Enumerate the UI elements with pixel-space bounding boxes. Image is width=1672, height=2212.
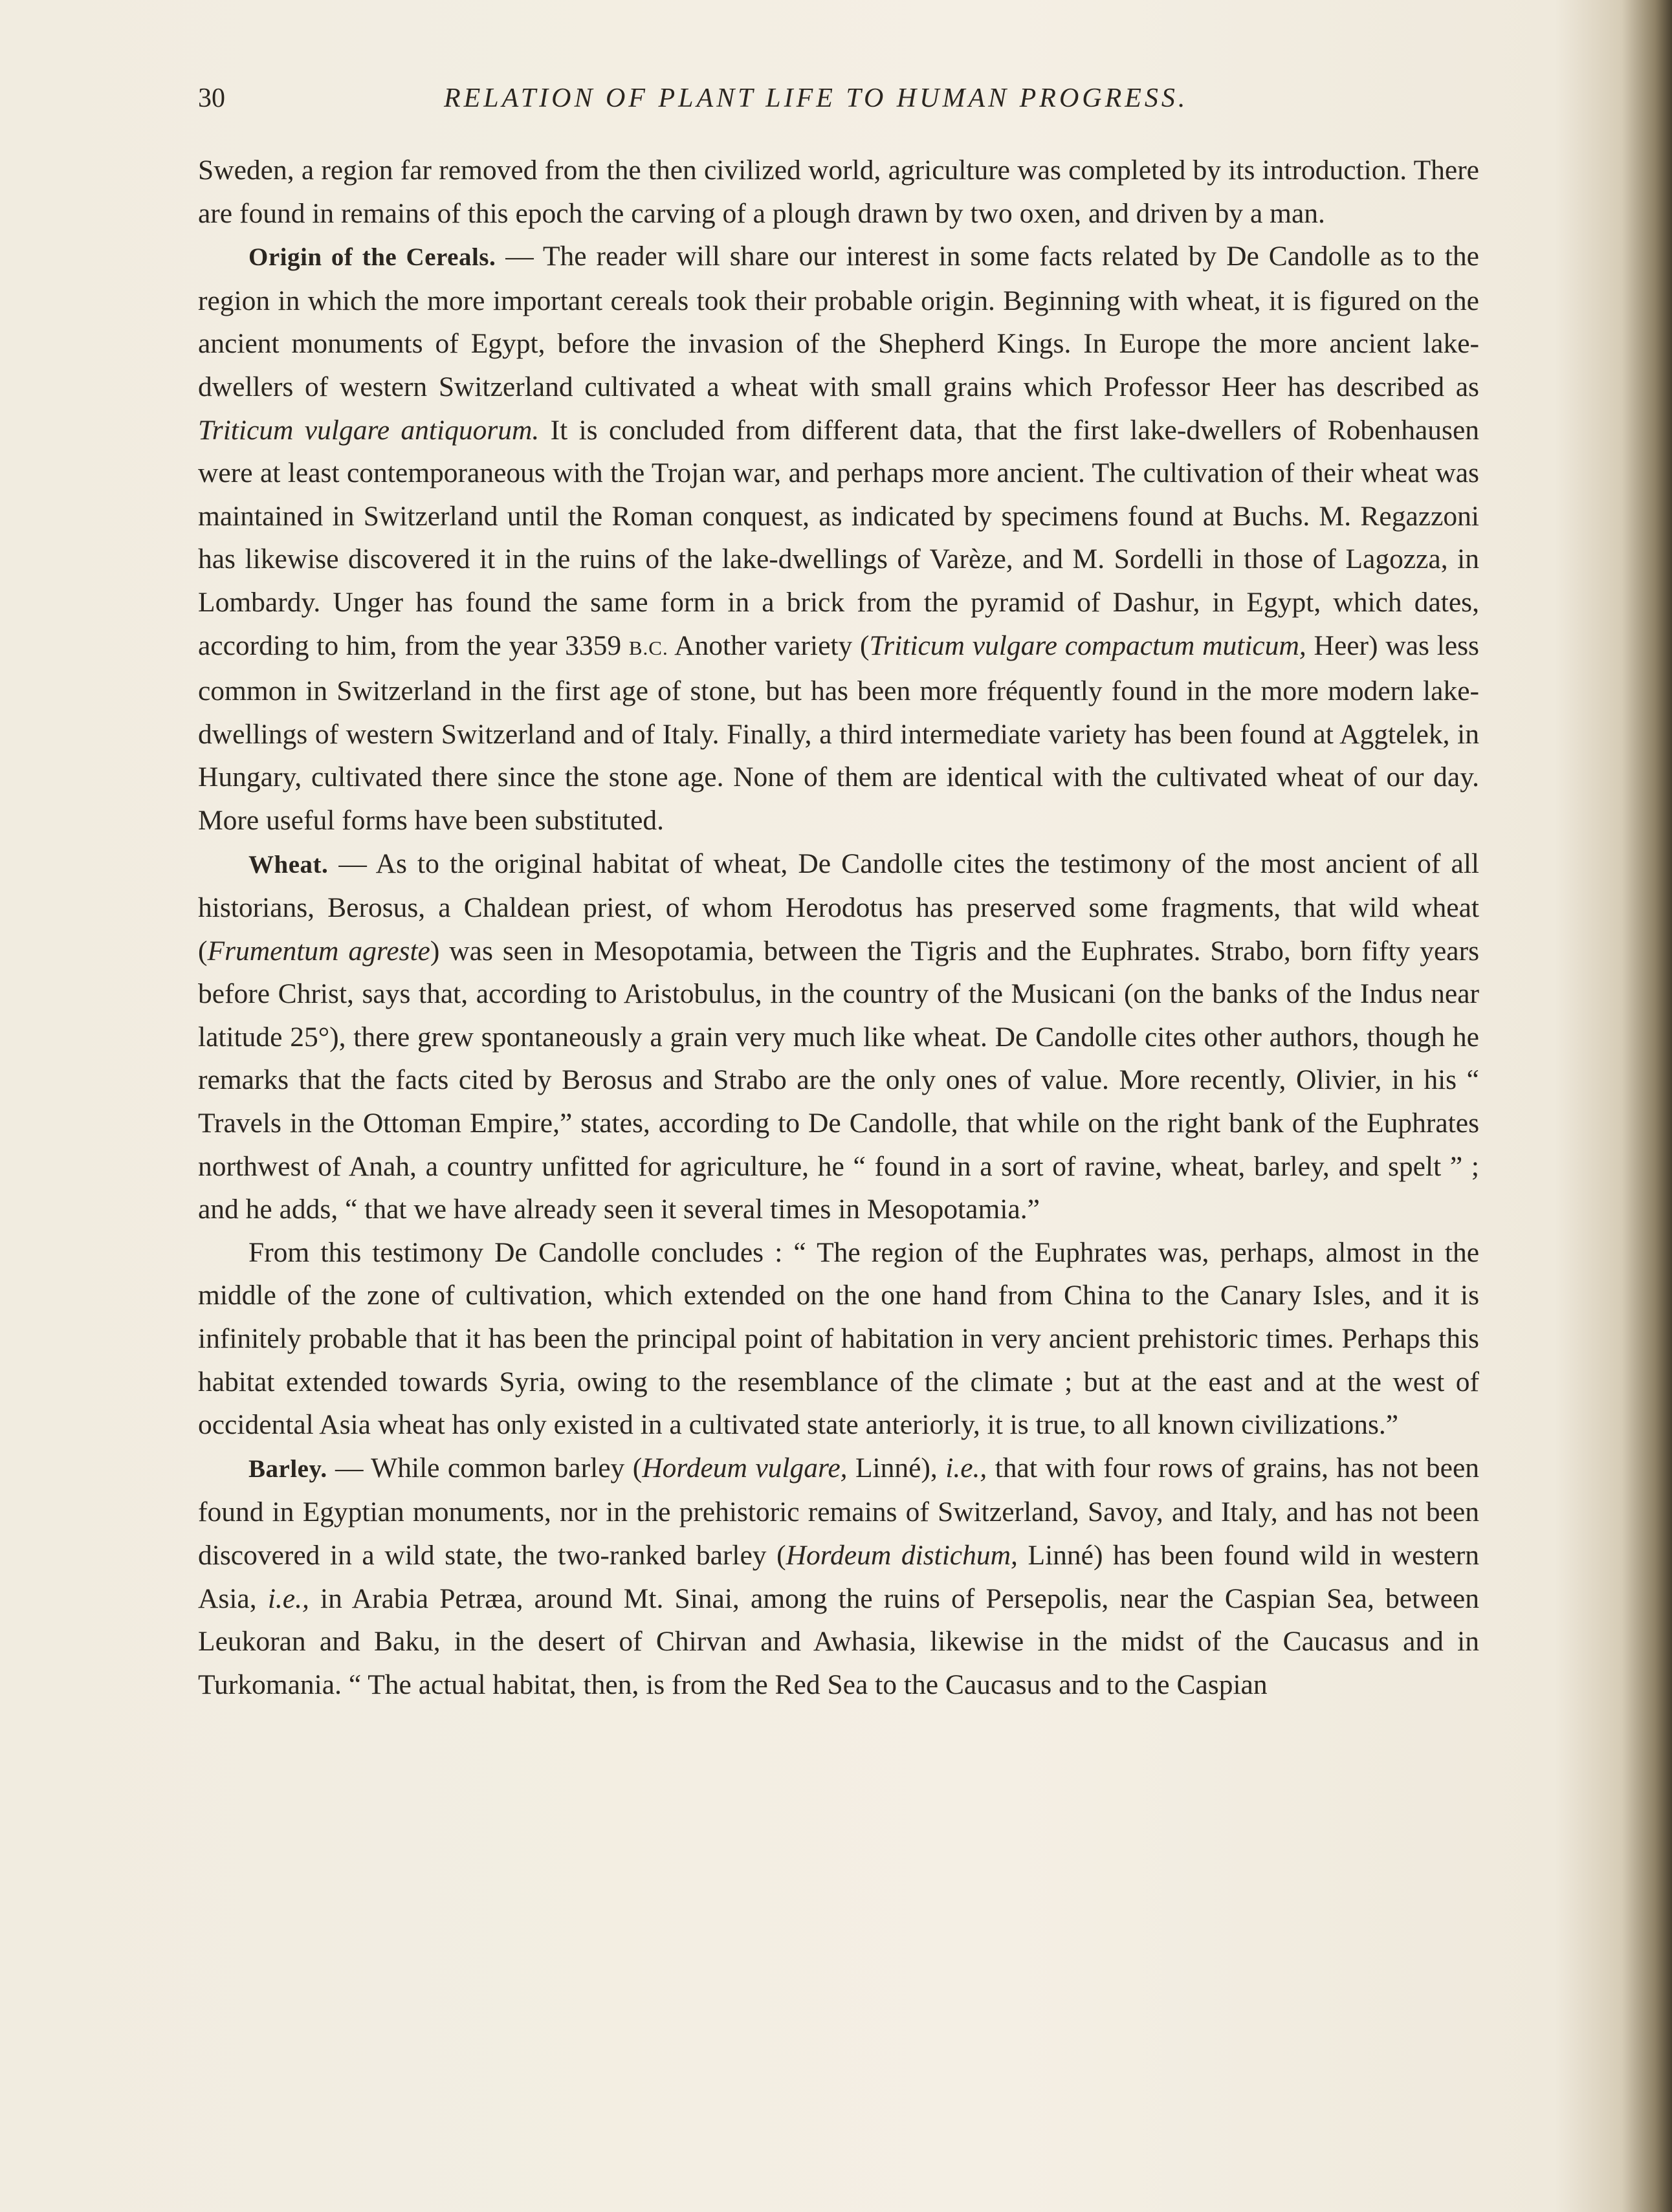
paragraph-text: — While common barley ( xyxy=(327,1452,643,1484)
paragraph-text: — The reader will share our interest in some facts related by De Candolle as to the region in which the more important cereals took their probable origin. Beginning with wheat, it is figured on the ancient monuments of Egypt, before the invasion of the Shepherd Kings. In Europe the more ancient lake-dwellers of western Switzerland cultivated a wheat with small grains which Professor Heer has described as xyxy=(198,241,1479,402)
era-abbreviation: B.C. xyxy=(628,636,668,659)
paragraph-candolle-conclusion xyxy=(198,1231,1479,1447)
paragraph-text: that with four rows of grains, has not been found in Egyptian monuments, nor in the prehistoric remains of Switzerland, Savoy, and Italy, and has not been discovered in a wild state, the two-ranked barley ( xyxy=(198,1452,1479,1571)
paragraph-text: From this testimony De Candolle concludes : “ The region of the Euphrates was, perhaps, almost in the middle of the zone of cultivation, which extended on the one hand from China to the Canary Isles, and it is infinitely probable that it has been the principal point of habitation in very ancient prehistoric times. Perhaps this habitat extended towards Syria, owing to the resemblance of the climate ; but at the east and at the west of occidental Asia wheat has only existed in a cultivated state anteriorly, it is true, to all known civilizations.” xyxy=(198,1236,1479,1441)
body-text xyxy=(198,149,1479,1706)
paragraph-text: — As to the original habitat of wheat, De Candolle cites the testimony of the most ancient of all historians, Berosus, a Chaldean priest, of whom Herodotus has preserved some fragments, that wild wheat ( xyxy=(198,848,1479,967)
paragraph-wheat xyxy=(198,842,1479,1231)
italic-abbreviation: i.e., xyxy=(945,1452,987,1484)
paragraph-text: Another variety ( xyxy=(668,630,870,661)
section-heading-wheat: Wheat. xyxy=(248,850,329,879)
section-heading-barley: Barley. xyxy=(248,1454,327,1483)
italic-species-name: Hordeum distichum, xyxy=(786,1540,1018,1571)
paragraph-text: Heer) was less common in Switzerland in the first age of stone, but has been more fréquently found in the more modern lake-dwellings of western Switzerland and of Italy. Finally, a third intermediate variety has been found at Aggtelek, in Hungary, cultivated there since the stone age. None of them are identical with the cultivated wheat of our day. More useful forms have been substituted. xyxy=(198,630,1479,836)
page-number: 30 xyxy=(198,83,225,113)
italic-species-name: Triticum vulgare antiquorum. xyxy=(198,414,540,446)
section-heading-origin-of-cereals: Origin of the Cereals. xyxy=(248,243,496,272)
italic-abbreviation: i.e., xyxy=(267,1582,309,1614)
paragraph-sweden xyxy=(198,149,1479,235)
italic-species-name: Frumentum agreste xyxy=(207,935,430,967)
paragraph-text: Sweden, a region far removed from the then civilized world, agriculture was completed by its introduction. There are found in remains of this epoch the carving of a plough drawn by two oxen, and driven by a man. xyxy=(198,155,1479,229)
paragraph-text: ) was seen in Mesopotamia, between the Tigris and the Euphrates. Strabo, born fifty years before Christ, says that, according to Aristobulus, in the country of the Musicani (on the banks of the Indus near latitude 25°), there grew spontaneously a grain very much like wheat. De Candolle cites other authors, though he remarks that the facts cited by Berosus and Strabo are the only ones of value. More recently, Olivier, in his “ Travels in the Ottoman Empire,” states, according to De Candolle, that while on the right bank of the Euphrates northwest of Anah, a country unfitted for agriculture, he “ found in a sort of ravine, wheat, barley, and spelt ” ; and he adds, “ that we have already seen it several times in Mesopotamia.” xyxy=(198,935,1479,1225)
italic-species-name: Triticum vulgare compactum muticum, xyxy=(869,630,1306,661)
paragraph-barley xyxy=(198,1447,1479,1707)
page-header xyxy=(198,83,1479,122)
paragraph-text: in Arabia Petræa, around Mt. Sinai, among the ruins of Persepolis, near the Caspian Sea, between Leukoran and Baku, in the desert of Chirvan and Awhasia, likewise in the midst of the Caucasus and in Turkomania. “ The actual habitat, then, is from the Red Sea to the Caucasus and to the Caspian xyxy=(198,1582,1479,1700)
paragraph-text: It is concluded from different data, that the first lake-dwellers of Robenhausen were at least contemporaneous with the Trojan war, and perhaps more ancient. The cultivation of their wheat was maintained in Switzerland until the Roman conquest, as indicated by specimens found at Buchs. M. Regazzoni has likewise discovered it in the ruins of the lake-dwellings of Varèze, and M. Sordelli in those of Lagozza, in Lombardy. Unger has found the same form in a brick from the pyramid of Dashur, in Egypt, which dates, according to him, from the year 3359 xyxy=(198,414,1480,661)
paragraph-text: Linné), xyxy=(847,1452,946,1484)
paragraph-origin-of-cereals xyxy=(198,235,1479,842)
italic-species-name: Hordeum vulgare, xyxy=(642,1452,848,1484)
paragraph-text: Linné) has been found wild in western Asia, xyxy=(198,1540,1479,1614)
running-title: RELATION OF PLANT LIFE TO HUMAN PROGRESS. xyxy=(444,83,1189,113)
